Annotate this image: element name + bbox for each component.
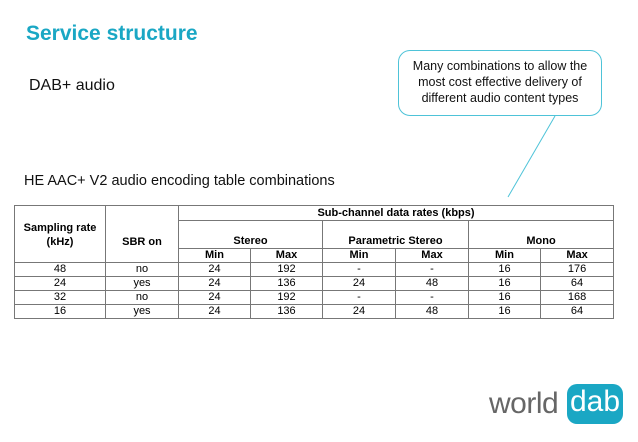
logo-word-dab: dab — [567, 384, 623, 424]
header-sbr-on: SBR on — [106, 221, 179, 249]
table-caption: HE AAC+ V2 audio encoding table combinations — [24, 173, 335, 189]
table-cell: 192 — [251, 291, 323, 305]
table-cell: 24 — [179, 277, 251, 291]
header-pstereo-min: Min — [323, 249, 396, 263]
table-cell: no — [106, 263, 179, 277]
table-cell: 24 — [179, 291, 251, 305]
header-parametric-stereo: Parametric Stereo — [323, 221, 469, 249]
table-cell: 24 — [323, 277, 396, 291]
table-cell: 16 — [15, 305, 106, 319]
table-cell: yes — [106, 305, 179, 319]
table-cell: 192 — [251, 263, 323, 277]
table-cell: 136 — [251, 305, 323, 319]
header-sampling-rate-line2: (kHz) — [46, 235, 74, 248]
callout-box: Many combinations to allow the most cost effective delivery of different audio content types — [398, 50, 602, 116]
table-cell: 64 — [541, 305, 614, 319]
table-cell: 16 — [469, 263, 541, 277]
table-cell: 16 — [469, 277, 541, 291]
table-cell: 64 — [541, 277, 614, 291]
table-cell: 32 — [15, 291, 106, 305]
table-cell: 48 — [15, 263, 106, 277]
header-stereo-max: Max — [251, 249, 323, 263]
header-stereo-min: Min — [179, 249, 251, 263]
encoding-table — [14, 205, 614, 319]
table-cell: 24 — [179, 305, 251, 319]
worlddab-logo — [489, 383, 625, 427]
header-blank-3 — [15, 249, 106, 263]
table-row — [15, 291, 614, 305]
logo-word-world: world — [489, 387, 559, 420]
table-cell: 24 — [179, 263, 251, 277]
table-cell: 168 — [541, 291, 614, 305]
header-mono-min: Min — [469, 249, 541, 263]
table-cell: 48 — [396, 277, 469, 291]
table-cell: - — [396, 263, 469, 277]
table-cell: yes — [106, 277, 179, 291]
header-sampling-rate-line1: Sampling rate — [23, 221, 97, 234]
table-cell: 16 — [469, 305, 541, 319]
table-cell: 24 — [15, 277, 106, 291]
slide-subtitle: DAB+ audio — [29, 77, 115, 94]
table-cell: no — [106, 291, 179, 305]
header-blank-1 — [15, 206, 106, 221]
header-mono: Mono — [469, 221, 614, 249]
table-row — [15, 305, 614, 319]
header-sub-channel-rates: Sub-channel data rates (kbps) — [179, 206, 614, 221]
header-stereo: Stereo — [179, 221, 323, 249]
table-cell: 16 — [469, 291, 541, 305]
header-pstereo-max: Max — [396, 249, 469, 263]
slide-title: Service structure — [26, 22, 198, 45]
header-blank-2 — [106, 206, 179, 221]
table-cell: - — [396, 291, 469, 305]
header-blank-4 — [106, 249, 179, 263]
table-row — [15, 277, 614, 291]
table-cell: 24 — [323, 305, 396, 319]
table-cell: 48 — [396, 305, 469, 319]
table-cell: 136 — [251, 277, 323, 291]
table-cell: - — [323, 291, 396, 305]
table-cell: 176 — [541, 263, 614, 277]
table-row — [15, 263, 614, 277]
table-cell: - — [323, 263, 396, 277]
header-mono-max: Max — [541, 249, 614, 263]
header-sampling-rate — [15, 221, 106, 249]
